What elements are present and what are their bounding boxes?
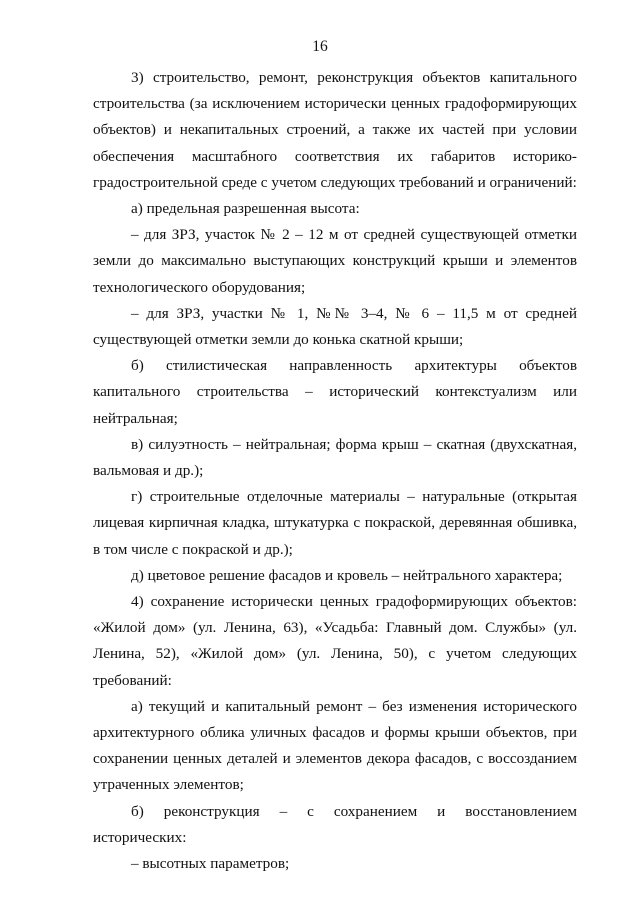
paragraph-repair: а) текущий и капитальный ремонт – без изменения исторического архитектурного облика уличных фасадов и формы крыши объектов, при сохранении ценных деталей и элементов декора фасадов, с воссозданием утраченных элементов; bbox=[93, 697, 577, 794]
paragraph-item-4: 4) сохранение исторически ценных градоформирующих объектов: «Жилой дом» (ул. Ленина, 63), «Усадьба: Главный дом. Службы» (ул. Ленина, 52), «Жилой дом» (ул. Ленина, 50), с учетом следующих требований: bbox=[93, 593, 577, 689]
paragraph-zrz-1-3-4-6: – для ЗРЗ, участки № 1, №№ 3–4, № 6 – 11,5 м от средней существующей отметки земли до конька скатной крыши; bbox=[93, 304, 577, 349]
paragraph-height-limit: а) предельная разрешенная высота: bbox=[131, 200, 360, 218]
paragraph-height-params: – высотных параметров; bbox=[131, 855, 290, 873]
paragraph-reconstruction: б) реконструкция – с сохранением и восстановлением исторических: bbox=[93, 802, 577, 846]
page-number: 16 bbox=[312, 38, 328, 55]
paragraph-silhouette: в) силуэтность – нейтральная; форма крыш – скатная (двухскатная, вальмовая и др.); bbox=[93, 435, 577, 480]
paragraph-style: б) стилистическая направленность архитектуры объектов капитального строительства – исторический контекстуализм или нейтральная; bbox=[93, 357, 577, 427]
paragraph-materials: г) строительные отделочные материалы – натуральные (открытая лицевая кирпичная кладка, штукатурка с покраской, деревянная обшивка, в том числе с покраской и др.); bbox=[93, 488, 577, 558]
paragraph-item-3: 3) строительство, ремонт, реконструкция объектов капитального строительства (за исключением исторически ценных градоформирующих объектов) и некапитальных строений, а также их частей при условии обеспечения масштабного соответствия их габаритов историко-градостроительной среде с учетом следующих требований и ограничений: bbox=[93, 69, 577, 191]
paragraph-zrz-2: – для ЗРЗ, участок № 2 – 12 м от средней существующей отметки земли до максимально выступающих конструкций крыши и элементов технологического оборудования; bbox=[93, 226, 577, 296]
document-body bbox=[93, 65, 577, 877]
paragraph-color: д) цветовое решение фасадов и кровель – нейтрального характера; bbox=[131, 566, 563, 584]
